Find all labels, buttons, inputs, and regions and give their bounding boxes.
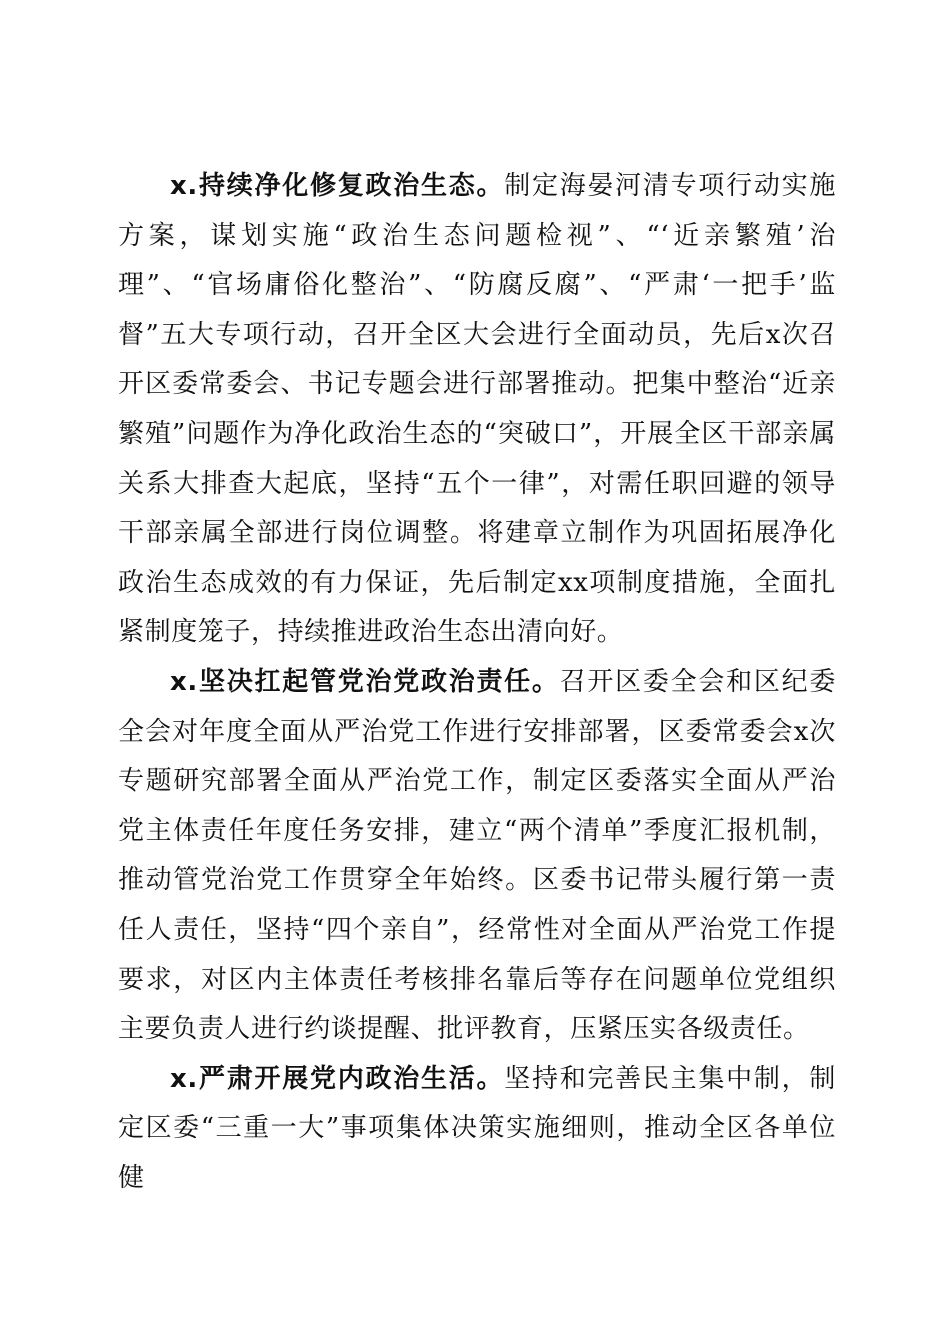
paragraph-1 (118, 162, 836, 658)
paragraph-3 (118, 1055, 836, 1204)
paragraph-text: 召开区委全会和区纪委全会对年度全面从严治党工作进行安排部署，区委常委会x次专题研究部署全面从严治党工作，制定区委落实全面从严治党主体责任年度任务安排，建立“两个清单”季度汇报机制，推动管党治党工作贯穿全年始终。区委书记带头履行第一责任人责任，坚持“四个亲自”，经常性对全面从严治党工作提要求，对区内主体责任考核排名靠后等存在问题单位党组织主要负责人进行约谈提醒、批评教育，压紧压实各级责任。 (118, 666, 836, 1045)
document-body (118, 162, 836, 1203)
paragraph-heading: x.持续净化修复政治生态。 (170, 171, 505, 201)
paragraph-heading: x.坚决扛起管党治党政治责任。 (170, 666, 560, 697)
paragraph-text: 坚持和完善民主集中制，制定区委“三重一大”事项集体决策实施细则，推动全区各单位健 (118, 1063, 837, 1193)
paragraph-heading: x.严肃开展党内政治生活。 (170, 1063, 505, 1094)
paragraph-2 (118, 658, 836, 1055)
paragraph-text: 制定海晏河清专项行动实施方案，谋划实施“政治生态问题检视”、“‘近亲繁殖’治理”、“官场庸俗化整治”、“防腐反腐”、“严肃‘一把手’监督”五大专项行动，召开全区大会进行全面动员，先后x次召开区委常委会、书记专题会进行部署推动。把集中整治“近亲繁殖”问题作为净化政治生态的“突破口”，开展全区干部亲属关系大排查大起底，坚持“五个一律”，对需任职回避的领导干部亲属全部进行岗位调整。将建章立制作为巩固拓展净化政治生态成效的有力保证，先后制定xx项制度措施，全面扎紧制度笼子，持续推进政治生态出清向好。 (118, 171, 837, 648)
